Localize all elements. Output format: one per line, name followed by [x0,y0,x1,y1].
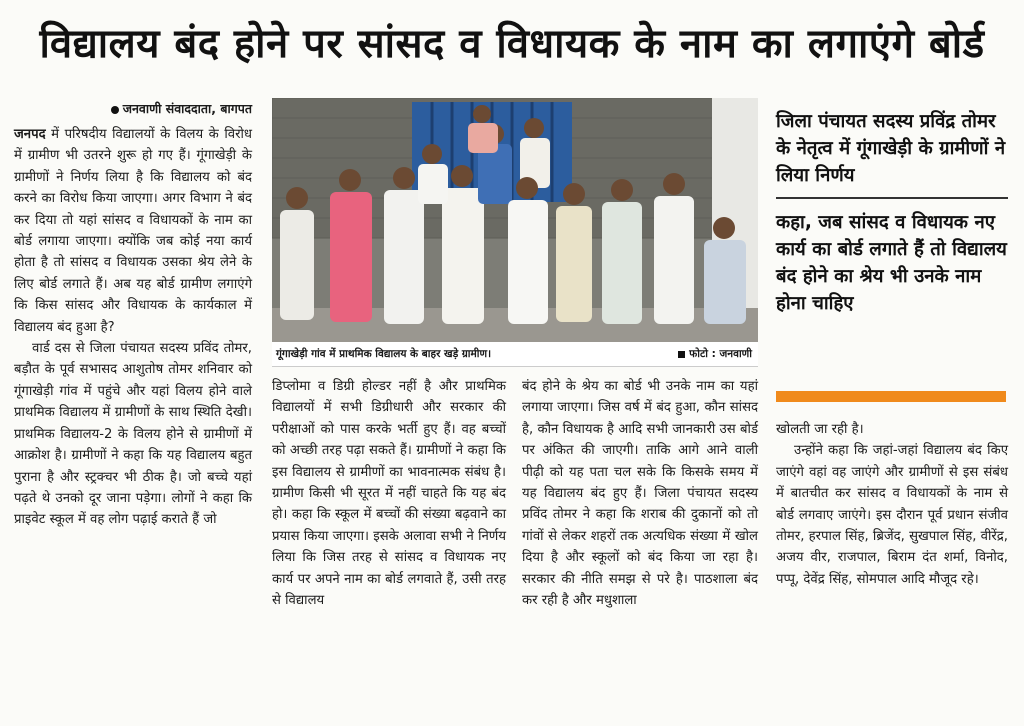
paragraph [14,124,252,338]
accent-bar [776,391,1006,402]
article-column-1 [14,100,252,531]
byline-text: जनवाणी संवाददाता, बागपत [122,101,252,116]
photo-caption-bar [272,342,758,367]
article-column-2 [272,376,506,611]
bullet-icon [111,106,119,114]
paragraph: उन्होंने कहा कि जहां-जहां विद्यालय बंद किए जाएंगे वहां वह जाएंगे और ग्रामीणों से इस संबंध में बातचीत कर सांसद व विधायकों के नाम से बोर्ड लगवाए जाएंगे। इस दौरान पूर्व प्रधान संजीव तोमर, हरपाल सिंह, ब्रिजेंद, सुखपाल सिंह, वीरेंद्र, अजय वीर, राजपाल, बिराम दंत शर्मा, विनोद, पप्पू, देवेंद्र सिंह, सोमपाल आदि मौजूद रहे। [776,443,1008,587]
sidebar-highlight [776,108,1008,317]
photo-credit [678,342,752,366]
sidebar-headline: जिला पंचायत सदस्य प्रविंद्र तोमर के नेतृत्व में गूंगाखेड़ी के ग्रामीणों ने लिया निर्णय [776,108,1008,199]
sidebar-subhead: कहा, जब सांसद व विधायक नए कार्य का बोर्ड लगाते हैं तो विद्यालय बंद होने का श्रेय भी उनके नाम होना चाहिए [776,212,1007,314]
news-photo [272,98,758,342]
article-column-3 [522,376,758,611]
lead-word: जनपद [14,127,46,142]
byline [14,100,252,118]
photo-caption: गूंगाखेड़ी गांव में प्राथमिक विद्यालय के बाहर खड़े ग्रामीण। [276,348,492,360]
photo-credit-text: फोटो : जनवाणी [689,348,752,360]
article-column-4 [776,419,1008,590]
villagers-photo-illustration [272,98,758,342]
square-bullet-icon [678,351,685,358]
paragraph-text: में परिषदीय विद्यालयों के विलय के विरोध में ग्रामीण भी उतरने शुरू हो गए हैं। गूंगाखेड़ी के ग्रामीणों ने निर्णय लिया है कि विद्यालय को बंद करने का विरोध किया जाएगा। अगर विभाग ने बंद कर दिया तो यहां सांसद व विधायकों के नाम का बोर्ड लगाया जाएगा। क्योंकि जब कोई नया कार्य होता है तो सांसद व विधायक उसका श्रेय लेने के लिए बोर्ड लगाते हैं। अब यह बोर्ड ग्रामीण लगाएंगे कि किस सांसद और विधायक के कार्यकाल में विद्यालय बंद हुआ है? [14,127,252,335]
paragraph: डिप्लोमा व डिग्री होल्डर नहीं है और प्राथमिक विद्यालयों में सभी डिग्रीधारी और सरकार की परीक्षाओं को पास करके भर्ती हुए हैं। वह बच्चों को अच्छी तरह पढ़ा सकते हैं। ग्रामीणों ने कहा कि इस विद्यालय से ग्रामीणों का भावनात्मक संबंध है। ग्रामीण किसी भी सूरत में नहीं चाहते कि यह बंद हो। कहा कि स्कूल में बच्चों की संख्या बढ़वाने का प्रयास किया जाएगा। इसके अलावा सभी ने निर्णय लिया कि जिस तरह से सांसद व विधायक नए कार्य पर अपने नाम का बोर्ड लगवाते हैं, उसी तरह से विद्यालय [272,379,506,609]
paragraph: बंद होने के श्रेय का बोर्ड भी उनके नाम का यहां लगाया जाएगा। जिस वर्ष में बंद हुआ, कौन सांसद है, कौन विधायक है आदि सभी जानकारी उस बोर्ड पर अंकित की जाएगी। ताकि आगे आने वाली पीढ़ी को यह पता चल सके कि किसके समय में यह विद्यालय बंद हुए हैं। जिला पंचायत सदस्य प्रविंद तोमर ने कहा कि शराब की दुकानों को तो गांवों से लेकर शहरों तक अत्यधिक संख्या में खोल दिया है और स्कूलों को बंद किया जा रहा है। सरकार की नीति समझ से परे है। पाठशाला बंद कर रही है और मधुशाला [522,379,758,609]
paragraph: वार्ड दस से जिला पंचायत सदस्य प्रविंद तोमर, बड़ौत के पूर्व सभासद आशुतोष तोमर शनिवार को गूंगाखेड़ी गांव में पहुंचे और यहां विलय होने वाले प्राथमिक विद्यालय में ग्रामीणों के साथ स्थिति देखी। प्राथमिक विद्यालय-2 के विलय होने से ग्रामीणों में आक्रोश है। ग्रामीणों ने कहा कि यह विद्यालय बहुत पुराना है और स्ट्रक्चर भी ठीक है। जो बच्चे यहां पढ़ते थे उनको दूर जाना पड़ेगा। लोगों ने कहा कि प्राइवेट स्कूल में वह लोग पढ़ाई कराते हैं जो [14,341,252,528]
page-headline: विद्यालय बंद होने पर सांसद व विधायक के नाम का लगाएंगे बोर्ड [39,21,985,67]
paragraph: खोलती जा रही है। [776,422,864,437]
